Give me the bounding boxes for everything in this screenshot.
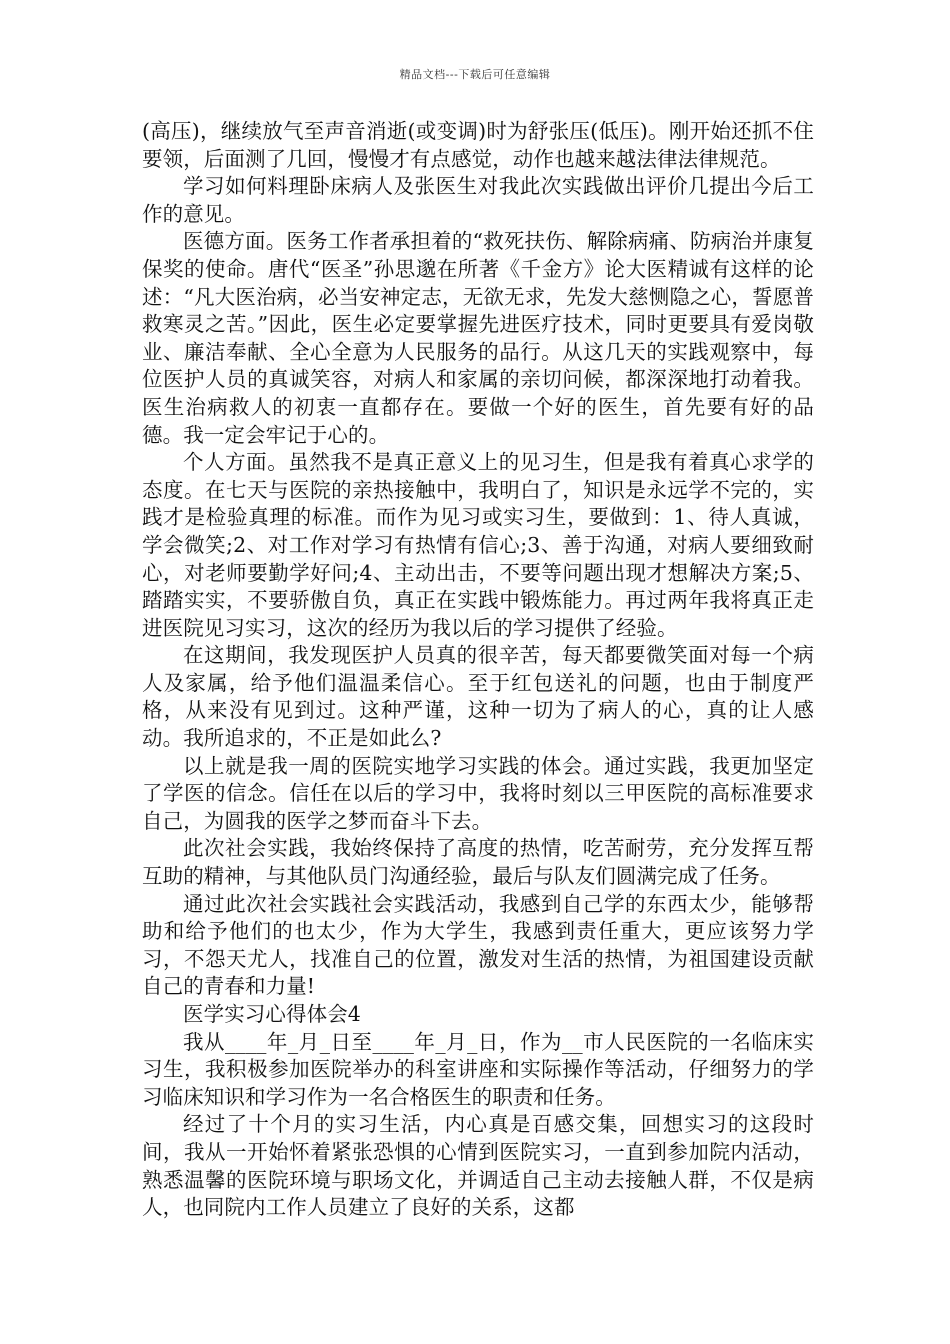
- paragraph: 经过了十个月的实习生活，内心真是百感交集，回想实习的这段时间，我从一开始怀着紧张恐惧的心情到医院实习，一直到参加院内活动，熟悉温馨的医院环境与职场文化，并调适自己主动去接触人群，不仅是病人，也同院内工作人员建立了良好的关系，这都: [142, 1112, 814, 1220]
- paragraph: 个人方面。虽然我不是真正意义上的见习生，但是我有着真心求学的态度。在七天与医院的亲热接触中，我明白了，知识是永远学不完的，实践才是检验真理的标准。而作为见习或实习生，要做到：1、待人真诚，学会微笑;2、对工作对学习有热情有信心;3、善于沟通，对病人要细致耐心，对老师要勤学好问;4、主动出击，不要等问题出现才想解决方案;5、踏踏实实，不要骄傲自负，真正在实践中锻炼能力。再过两年我将真正走进医院见习实习，这次的经历为我以后的学习提供了经验。: [142, 450, 814, 640]
- document-body: [142, 118, 814, 1222]
- paragraph: 学习如何料理卧床病人及张医生对我此次实践做出评价几提出今后工作的意见。: [142, 174, 814, 226]
- paragraph: 医德方面。医务工作者承担着的“救死扶伤、解除病痛、防病治并康复保奖的使命。唐代“医圣”孙思邈在所著《千金方》论大医精诚有这样的论述：“凡大医治病，必当安神定志，无欲无求，先发大慈恻隐之心，誓愿普救寒灵之苦。”因此，医生必定要掌握先进医疗技术，同时更要具有爱岗敬业、廉洁奉献、全心全意为人民服务的品行。从这几天的实践观察中，每位医护人员的真诚笑容，对病人和家属的亲切问候，都深深地打动着我。医生治病救人的初衷一直都存在。要做一个好的医生，首先要有好的品德。我一定会牢记于心的。: [142, 229, 814, 447]
- paragraph: (高压)，继续放气至声音消逝(或变调)时为舒张压(低压)。刚开始还抓不住要领，后面测了几回，慢慢才有点感觉，动作也越来越法律法律规范。: [142, 119, 814, 171]
- paragraph: 我从____年_月_日至____年_月_日，作为__市人民医院的一名临床实习生，我积极参加医院举办的科室讲座和实际操作等活动，仔细努力的学习临床知识和学习作为一名合格医生的职责和任务。: [142, 1029, 814, 1109]
- paragraph: 以上就是我一周的医院实地学习实践的体会。通过实践，我更加坚定了学医的信念。信任在以后的学习中，我将时刻以三甲医院的高标准要求自己，为圆我的医学之梦而奋斗下去。: [142, 753, 814, 833]
- page-header: 精品文档---下载后可任意编辑: [399, 68, 551, 81]
- paragraph: 此次社会实践，我始终保持了高度的热情，吃苦耐劳，充分发挥互帮互助的精神，与其他队员门沟通经验，最后与队友们圆满完成了任务。: [142, 836, 814, 889]
- section-heading: 医学实习心得体会4: [183, 1002, 361, 1026]
- paragraph: 通过此次社会实践社会实践活动，我感到自己学的东西太少，能够帮助和给予他们的也太少，作为大学生，我感到责任重大，更应该努力学习，不怨天尤人，找准自己的位置，激发对生活的热情，为祖国建设贡献自己的青春和力量!: [142, 891, 814, 999]
- paragraph: 在这期间，我发现医护人员真的很辛苦，每天都要微笑面对每一个病人及家属，给予他们温温柔信心。至于红包送礼的问题，也由于制度严格，从来没有见到过。这种严谨，这种一切为了病人的心，真的让人感动。我所追求的，不正是如此么?: [142, 643, 814, 751]
